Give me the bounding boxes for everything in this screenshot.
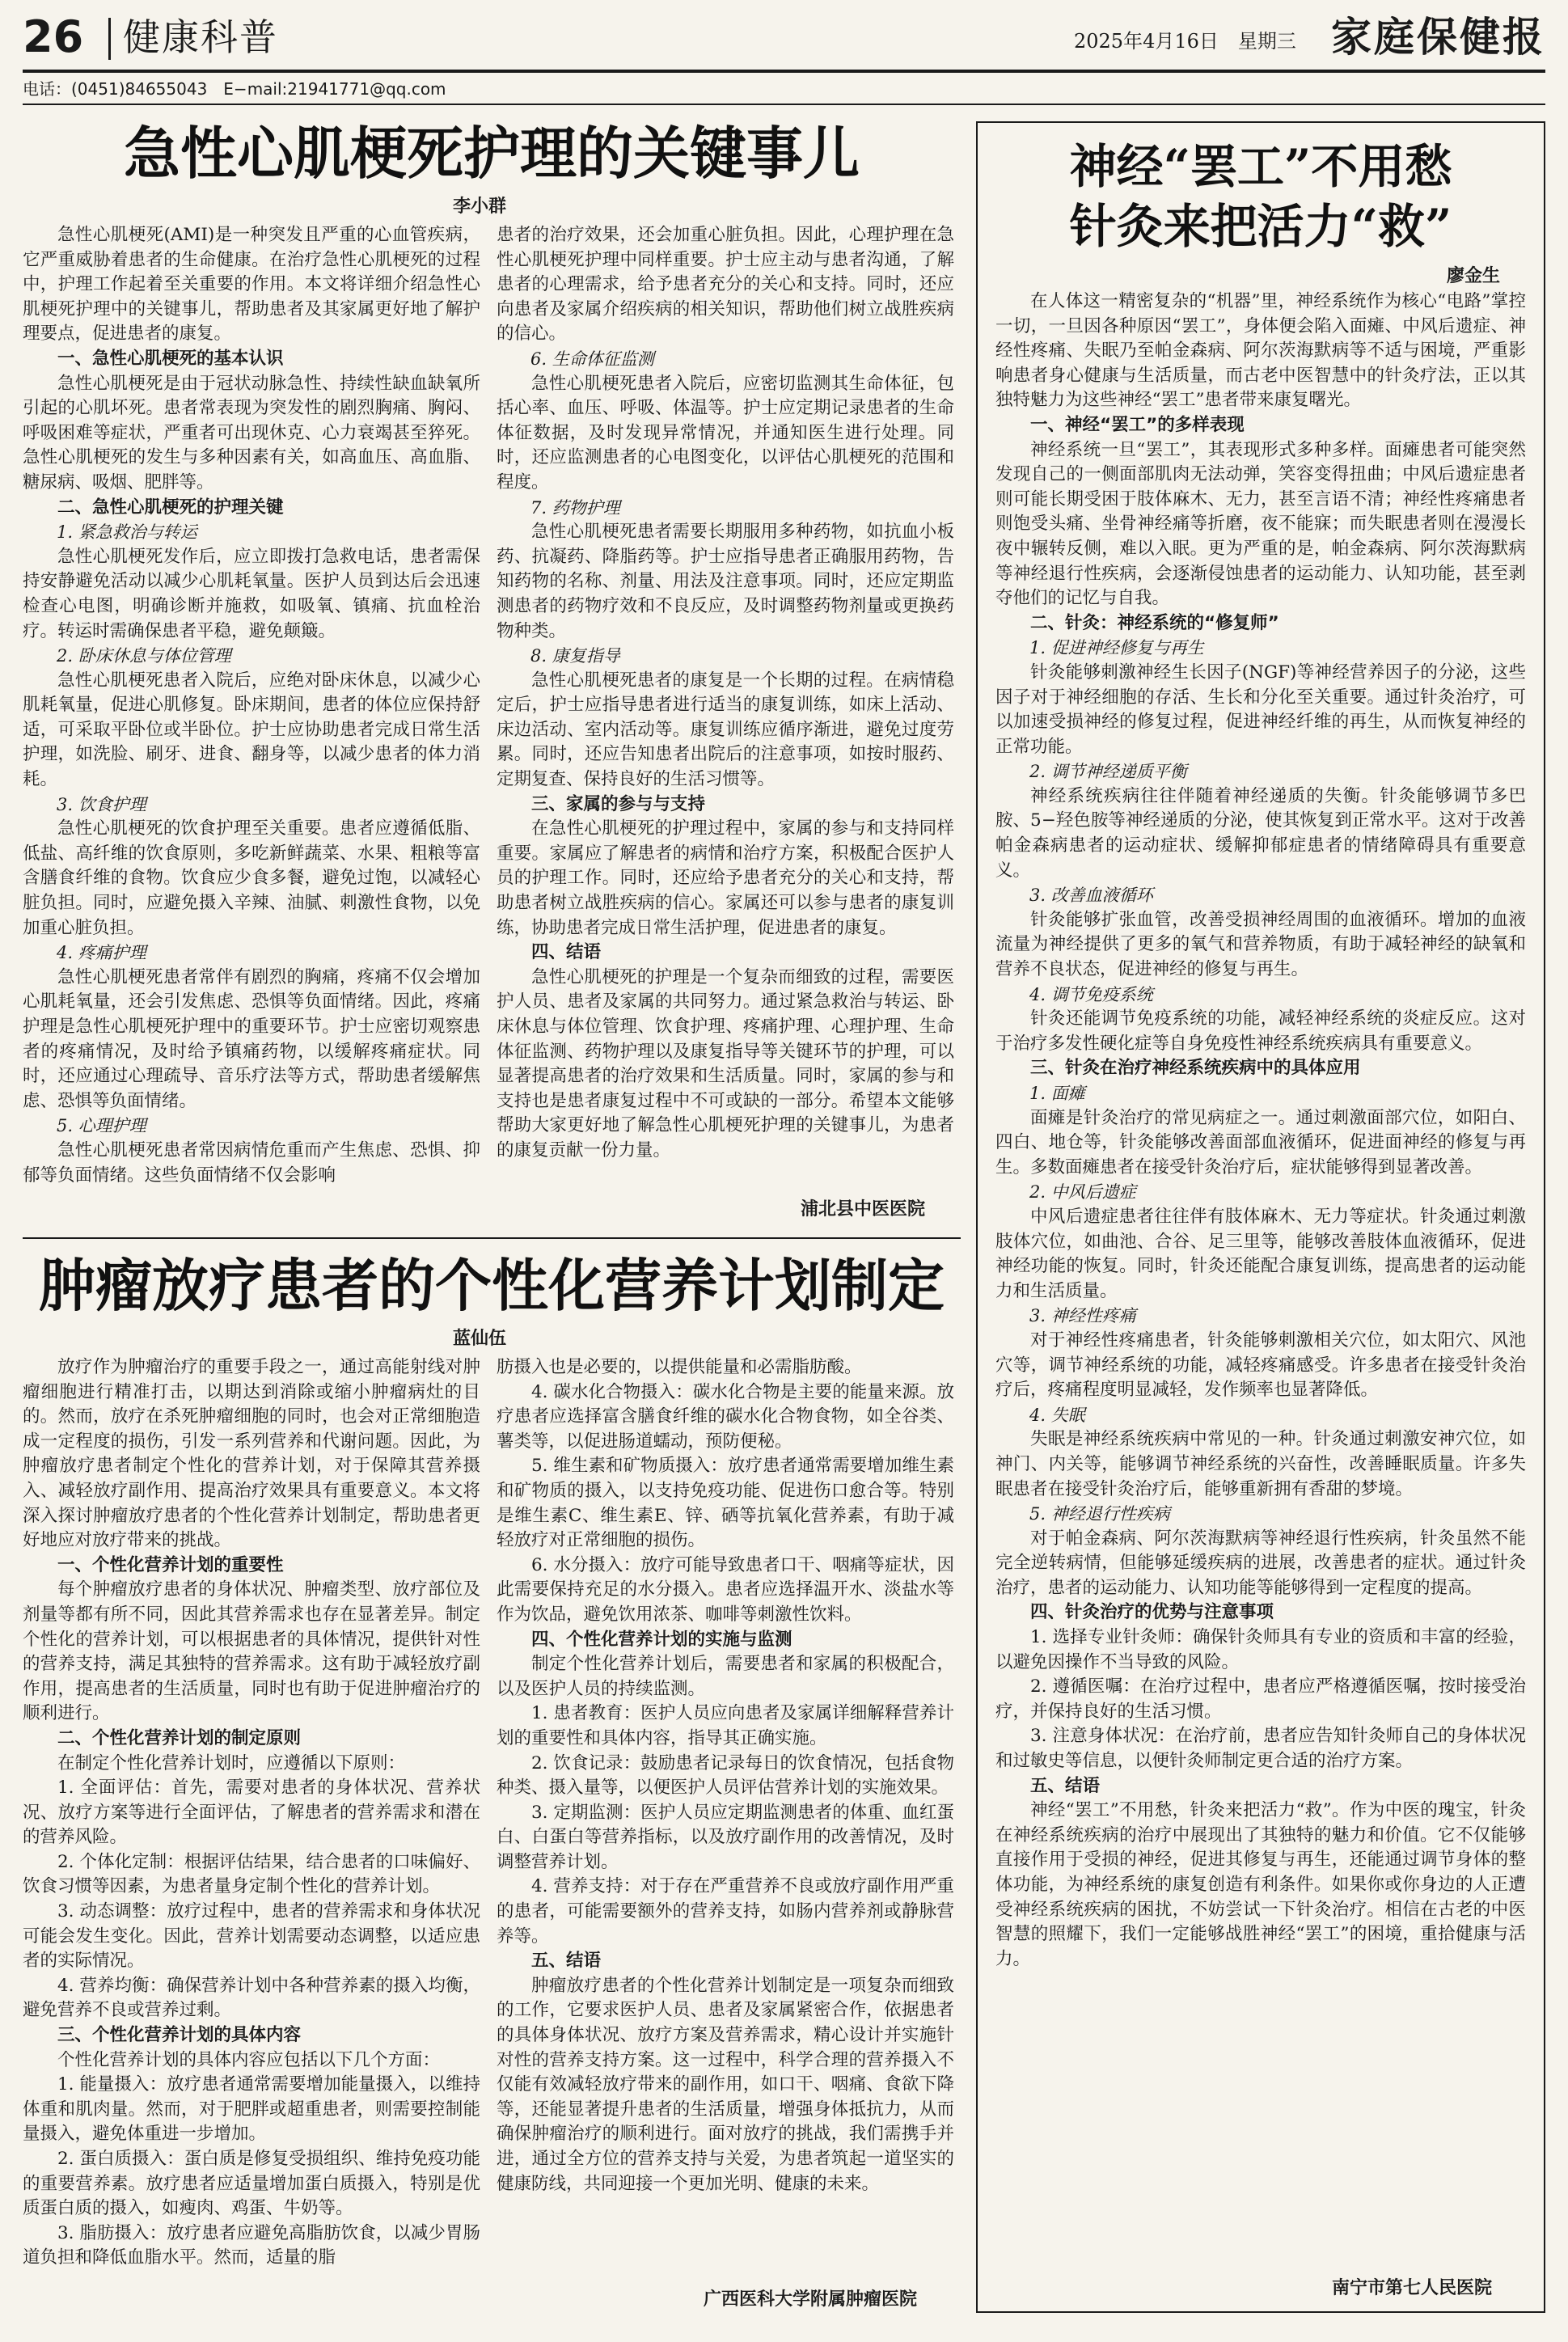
section-heading: 一、神经“罢工”的多样表现 (1030, 414, 1245, 435)
body-paragraph: 针灸能够扩张血管，改善受损神经周围的血液循环。增加的血液流量为神经提供了更多的氧气和营养物质，有助于减轻神经的缺氧和营养不良状态，促进神经的修复与再生。 (995, 909, 1526, 980)
body-paragraph: 在急性心肌梗死的护理过程中，家属的参与和支持同样重要。家属应了解患者的病情和治疗方案，积极配合医护人员的护理工作。同时，还应给予患者充分的关心和支持，帮助患者树立战胜疾病的信心。家属还可以参与患者的康复训练，协助患者完成日常生活护理，促进患者的康复。 (497, 818, 954, 938)
article-affiliation: 南宁市第七人民医院 (1332, 2278, 1493, 2298)
article-title-line2: 针灸来把活力“救” (1069, 199, 1452, 254)
subsection-heading: 3. 改善血液循环 (1029, 886, 1153, 906)
section-heading: 四、针灸治疗的优势与注意事项 (1030, 1602, 1274, 1623)
subsection-heading: 5. 心理护理 (57, 1116, 146, 1136)
body-paragraph: 6. 水分摄入：放疗可能导致患者口干、咽痛等症状，因此需要保持充足的水分摄入。患者应选择温开水、淡盐水等作为饮品，避免饮用浓茶、咖啡等刺激性饮料。 (497, 1554, 954, 1625)
article-title-line1: 神经“罢工”不用愁 (1069, 139, 1452, 194)
body-paragraph: 患者的治疗效果，还会加重心脏负担。因此，心理护理在急性心肌梗死护理中同样重要。护士应主动与患者沟通，了解患者的心理需求，给予患者充分的关心和支持。同时，还应向患者及家属介绍疾病的相关知识，帮助他们树立战胜疾病的信心。 (497, 225, 954, 345)
body-paragraph: 在人体这一精密复杂的“机器”里，神经系统作为核心“电路”掌控一切，一旦因各种原因“罢工”，身体便会陷入面瘫、中风后遗症、神经性疼痛、失眠乃至帕金森病、阿尔茨海默病等不适与困境，严重影响患者身心健康与生活质量，而古老中医智慧中的针灸疗法，正以其独特魅力为这些神经“罢工”患者带来康复曙光。 (995, 291, 1526, 411)
subsection-heading: 2. 卧床休息与体位管理 (57, 646, 231, 666)
masthead-rule (23, 70, 1545, 73)
body-paragraph: 急性心肌梗死是由于冠状动脉急性、持续性缺血缺氧所引起的心肌坏死。患者常表现为突发性的剧烈胸痛、胸闷、呼吸困难等症状，严重者可出现休克、心力衰竭甚至猝死。急性心肌梗死的发生与多种因素有关，如高血压、高血脂、糖尿病、吸烟、肥胖等。 (23, 373, 480, 492)
subsection-heading: 1. 促进神经修复与再生 (1029, 638, 1204, 658)
page-number: 26 (23, 11, 84, 62)
section-heading: 五、结语 (1030, 1775, 1101, 1796)
article-author: 李小群 (453, 197, 507, 217)
body-paragraph: 3. 脂肪摄入：放疗患者应避免高脂肪饮食，以减少胃肠道负担和降低血脂水平。然而，适量的脂 (23, 2222, 480, 2268)
article-column (23, 1355, 480, 2318)
body-paragraph: 急性心肌梗死患者需要长期服用多种药物，如抗血小板药、抗凝药、降脂药等。护士应指导患者正确服用药物，告知药物的名称、剂量、用法及注意事项。同时，还应定期监测患者的药物疗效和不良反应，及时调整药物剂量或更换药物种类。 (497, 522, 954, 641)
article-title: 肿瘤放疗患者的个性化营养计划制定 (39, 1252, 945, 1319)
body-paragraph: 急性心肌梗死的饮食护理至关重要。患者应遵循低脂、低盐、高纤维的饮食原则，多吃新鲜蔬菜、水果、粗粮等富含膳食纤维的食物。饮食应少食多餐，避免过饱，以减轻心脏负担。同时，应避免摄入辛辣、油腻、刺激性食物，以免加重心脏负担。 (23, 818, 480, 938)
newspaper-name: 家庭保健报 (1331, 13, 1545, 61)
body-paragraph: 3. 注意身体状况：在治疗前，患者应告知针灸师自己的身体状况和过敏史等信息，以便针灸师制定更合适的治疗方案。 (995, 1726, 1526, 1772)
body-paragraph: 3. 定期监测：医护人员应定期监测患者的体重、血红蛋白、白蛋白等营养指标，以及放疗副作用的改善情况，及时调整营养计划。 (497, 1802, 954, 1872)
section-heading: 四、结语 (531, 942, 602, 963)
body-paragraph: 急性心肌梗死(AMI)是一种突发且严重的心血管疾病，它严重威胁着患者的生命健康。在治疗急性心肌梗死的过程中，护理工作起着至关重要的作用。本文将详细介绍急性心肌梗死护理中的关键事儿，帮助患者及其家属更好地了解护理要点，促进患者的康复。 (23, 225, 480, 345)
article-column (995, 290, 1526, 2263)
subsection-heading: 4. 疼痛护理 (57, 943, 146, 963)
body-paragraph: 1. 全面评估：首先，需要对患者的身体状况、营养状况、放疗方案等进行全面评估，了解患者的营养需求和潜在的营养风险。 (23, 1778, 480, 1848)
body-paragraph: 急性心肌梗死患者入院后，应绝对卧床休息，以减少心肌耗氧量，促进心肌修复。卧床期间，患者的体位应保持舒适，可采取平卧位或半卧位。护士应协助患者完成日常生活护理，如洗脸、刷牙、进食、翻身等，以减少患者的体力消耗。 (23, 670, 480, 790)
section-heading: 五、结语 (531, 1951, 602, 1972)
section-name: 健康科普 (123, 15, 278, 59)
section-heading: 三、家属的参与与支持 (531, 793, 706, 814)
body-paragraph: 4. 营养均衡：确保营养计划中各种营养素的摄入均衡，避免营养不良或营养过剩。 (23, 1975, 480, 2021)
article-author: 蓝仙伍 (453, 1329, 507, 1349)
body-paragraph: 神经系统疾病往往伴随着神经递质的失衡。针灸能够调节多巴胺、5−羟色胺等神经递质的分泌，使其恢复到正常水平。这对于改善帕金森病患者的运动症状、缓解抑郁症患者的情绪障碍具有重要意义。 (995, 785, 1526, 881)
article-affiliation: 浦北县中医医院 (801, 1199, 926, 1220)
article-column (497, 1355, 954, 2269)
subsection-heading: 7. 药物护理 (530, 497, 620, 518)
article-column (23, 223, 480, 1226)
subsection-heading: 4. 失眠 (1029, 1405, 1085, 1425)
body-paragraph: 3. 动态调整：放疗过程中，患者的营养需求和身体状况可能会发生变化。因此，营养计划需要动态调整，以适应患者的实际情况。 (23, 1901, 480, 1972)
article-column (497, 223, 954, 1177)
section-heading: 三、个性化营养计划的具体内容 (57, 2025, 302, 2046)
body-paragraph: 急性心肌梗死患者入院后，应密切监测其生命体征，包括心率、血压、呼吸、体温等。护士应定期记录患者的生命体征数据，及时发现异常情况，并通知医生进行处理。同时，还应监测患者的心电图变化，以评估心肌梗死的范围和程度。 (497, 373, 954, 492)
body-paragraph: 急性心肌梗死的护理是一个复杂而细致的过程，需要医护人员、患者及家属的共同努力。通过紧急救治与转运、卧床休息与体位管理、饮食护理、疼痛护理、心理护理、生命体征监测、药物护理以及康复指导等关键环节的护理，可以显著提高患者的治疗效果和生活质量。同时，家属的参与和支持也是患者康复过程中不可或缺的一部分。希望本文能够帮助大家更好地了解急性心肌梗死护理的关键事儿，为患者的康复贡献一份力量。 (497, 966, 954, 1160)
body-paragraph: 肪摄入也是必要的，以提供能量和必需脂肪酸。 (497, 1357, 862, 1377)
section-heading: 一、急性心肌梗死的基本认识 (57, 348, 284, 369)
contact-rule (23, 104, 1545, 105)
section-heading: 四、个性化营养计划的实施与监测 (531, 1629, 792, 1650)
body-paragraph: 1. 选择专业针灸师：确保针灸师具有专业的资质和丰富的经验，以避免因操作不当导致的风险。 (995, 1627, 1526, 1672)
body-paragraph: 2. 个体化定制：根据评估结果，结合患者的口味偏好、饮食习惯等因素，为患者量身定制个性化的营养计划。 (23, 1851, 480, 1897)
body-paragraph: 神经“罢工”不用愁，针灸来把活力“救”。作为中医的瑰宝，针灸在神经系统疾病的治疗中展现出了其独特的魅力和价值。它不仅能够直接作用于受损的神经，促进其修复与再生，还能通过调节身体的整体功能，为神经系统的康复创造有利条件。如果你或你身边的人正遭受神经系统疾病的困扰，不妨尝试一下针灸治疗。相信在古老的中医智慧的照耀下，我们一定能够战胜神经“罢工”的困境，重拾健康与活力。 (995, 1800, 1526, 1969)
body-paragraph: 5. 维生素和矿物质摄入：放疗患者通常需要增加维生素和矿物质的摄入，以支持免疫功能、促进伤口愈合等。特别是维生素C、维生素E、锌、硒等抗氧化营养素，有助于减轻放疗对正常细胞的损伤。 (497, 1456, 954, 1551)
masthead-divider (108, 18, 111, 60)
subsection-heading: 4. 调节免疫系统 (1029, 984, 1153, 1004)
body-paragraph: 1. 能量摄入：放疗患者通常需要增加能量摄入，以维持体重和肌肉量。然而，对于肥胖或超重患者，则需要控制能量摄入，避免体重进一步增加。 (23, 2074, 480, 2145)
article-title: 急性心肌梗死护理的关键事儿 (124, 120, 860, 187)
body-paragraph: 制定个性化营养计划后，需要患者和家属的积极配合，以及医护人员的持续监测。 (497, 1654, 954, 1699)
article-affiliation: 广西医科大学附属肿瘤医院 (704, 2289, 918, 2310)
masthead (23, 11, 1545, 68)
body-paragraph: 中风后遗症患者往往伴有肢体麻木、无力等症状。针灸通过刺激肢体穴位，如曲池、合谷、足三里等，能够改善肢体血液循环，促进神经功能的恢复。同时，针灸还能配合康复训练，提高患者的运动能力和生活质量。 (995, 1206, 1526, 1301)
body-paragraph: 对于帕金森病、阿尔茨海默病等神经退行性疾病，针灸虽然不能完全逆转病情，但能够延缓疾病的进展，改善患者的症状。通过针灸治疗，患者的运动能力、认知功能等能够得到一定程度的提高。 (995, 1528, 1526, 1598)
body-paragraph: 2. 饮食记录：鼓励患者记录每日的饮食情况，包括食物种类、摄入量等，以便医护人员评估营养计划的实施效果。 (497, 1752, 954, 1799)
body-paragraph: 面瘫是针灸治疗的常见病症之一。通过刺激面部穴位，如阳白、四白、地仓等，针灸能够改善面部血液循环，促进面神经的修复与再生。多数面瘫患者在接受针灸治疗后，症状能够得到显著改善。 (995, 1107, 1526, 1177)
section-heading: 一、个性化营养计划的重要性 (57, 1554, 284, 1575)
body-paragraph: 神经系统一旦“罢工”，其表现形式多种多样。面瘫患者可能突然发现自己的一侧面部肌肉无法动弹，笑容变得扭曲；中风后遗症患者则可能长期受困于肢体麻木、无力，甚至言语不清；神经性疼痛患者则饱受头痛、坐骨神经痛等折磨，夜不能寐；而失眠患者则在漫漫长夜中辗转反侧，难以入眠。更为严重的是，帕金森病、阿尔茨海默病等神经退行性疾病，会逐渐侵蚀患者的运动能力、认知功能，甚至剥夺他们的记忆与自我。 (995, 439, 1526, 609)
article-acupuncture-box (976, 121, 1545, 2313)
subsection-heading: 8. 康复指导 (530, 646, 620, 666)
subsection-heading: 3. 饮食护理 (57, 794, 146, 814)
subsection-heading: 5. 神经退行性疾病 (1029, 1504, 1170, 1524)
body-paragraph: 针灸还能调节免疫系统的功能，减轻神经系统的炎症反应。这对于治疗多发性硬化症等自身免疫性神经系统疾病具有重要意义。 (995, 1008, 1526, 1054)
body-paragraph: 对于神经性疼痛患者，针灸能够刺激相关穴位，如太阳穴、风池穴等，调节神经系统的功能，减轻疼痛感受。许多患者在接受针灸治疗后，疼痛程度明显减轻，发作频率也显著降低。 (995, 1330, 1526, 1401)
section-heading: 二、急性心肌梗死的护理关键 (57, 497, 284, 518)
body-paragraph: 急性心肌梗死患者常因病情危重而产生焦虑、恐惧、抑郁等负面情绪。这些负面情绪不仅会影响 (23, 1139, 480, 1186)
body-paragraph: 4. 营养支持：对于存在严重营养不良或放疗副作用严重的患者，可能需要额外的营养支持，如肠内营养剂或静脉营养等。 (497, 1876, 954, 1947)
article-author: 廖金生 (1447, 266, 1501, 286)
body-paragraph: 2. 遵循医嘱：在治疗过程中，患者应严格遵循医嘱，按时接受治疗，并保持良好的生活习惯。 (995, 1676, 1526, 1722)
subsection-heading: 3. 神经性疼痛 (1029, 1306, 1136, 1326)
body-paragraph: 4. 碳水化合物摄入：碳水化合物是主要的能量来源。放疗患者应选择富含膳食纤维的碳水化合物食物，如全谷类、薯类等，以促进肠道蠕动，预防便秘。 (497, 1381, 954, 1452)
issue-date: 2025年4月16日 星期三 (1074, 30, 1296, 53)
body-paragraph: 急性心肌梗死患者的康复是一个长期的过程。在病情稳定后，护士应指导患者进行适当的康复训练，如床上活动、床边活动、室内活动等。康复训练应循序渐进，避免过度劳累。同时，还应告知患者出院后的注意事项，如按时服药、定期复查、保持良好的生活习惯等。 (497, 670, 954, 790)
section-heading: 三、针灸在治疗神经系统疾病中的具体应用 (1030, 1058, 1361, 1079)
subsection-heading: 6. 生命体征监测 (530, 349, 654, 369)
body-paragraph: 每个肿瘤放疗患者的身体状况、肿瘤类型、放疗部位及剂量等都有所不同，因此其营养需求也存在显著差异。制定个性化的营养计划，可以根据患者的具体情况，提供针对性的营养支持，满足其独特的营养需求。这有助于减轻放疗副作用，提高患者的生活质量，同时也有助于促进肿瘤治疗的顺利进行。 (23, 1579, 480, 1724)
body-paragraph: 2. 蛋白质摄入：蛋白质是修复受损组织、维持免疫功能的重要营养素。放疗患者应适量增加蛋白质摄入，特别是优质蛋白质的摄入，如瘦肉、鸡蛋、牛奶等。 (23, 2149, 480, 2219)
article-separator (23, 1237, 961, 1239)
subsection-heading: 2. 中风后遗症 (1029, 1182, 1136, 1203)
body-paragraph: 个性化营养计划的具体内容应包括以下几个方面： (57, 2049, 441, 2070)
subsection-heading: 1. 紧急救治与转运 (57, 522, 197, 543)
body-paragraph: 放疗作为肿瘤治疗的重要手段之一，通过高能射线对肿瘤细胞进行精准打击，以期达到消除或缩小肿瘤病灶的目的。然而，放疗在杀死肿瘤细胞的同时，也会对正常细胞造成一定程度的损伤，引发一系列营养和代谢问题。因此，为肿瘤放疗患者制定个性化的营养计划，对于保障其营养摄入、减轻放疗副作用、提高治疗效果具有重要意义。本文将深入探讨肿瘤放疗患者的个性化营养计划制定，帮助患者更好地应对放疗带来的挑战。 (23, 1357, 480, 1551)
body-paragraph: 在制定个性化营养计划时，应遵循以下原则： (57, 1752, 406, 1773)
body-paragraph: 针灸能够刺激神经生长因子(NGF)等神经营养因子的分泌，这些因子对于神经细胞的存活、生长和分化至关重要。通过针灸治疗，可以加速受损神经的修复过程，促进神经纤维的再生，从而恢复神经的正常功能。 (995, 662, 1526, 757)
body-paragraph: 1. 患者教育：医护人员应向患者及家属详细解释营养计划的重要性和具体内容，指导其正确实施。 (497, 1703, 954, 1748)
body-paragraph: 急性心肌梗死患者常伴有剧烈的胸痛，疼痛不仅会增加心肌耗氧量，还会引发焦虑、恐惧等负面情绪。因此，疼痛护理是急性心肌梗死护理中的重要环节。护士应密切观察患者的疼痛情况，及时给予镇痛药物，以缓解疼痛症状。同时，还应通过心理疏导、音乐疗法等方式，帮助患者缓解焦虑、恐惧等负面情绪。 (23, 966, 480, 1111)
subsection-heading: 1. 面瘫 (1029, 1084, 1085, 1103)
section-heading: 二、个性化营养计划的制定原则 (57, 1727, 302, 1748)
body-paragraph: 失眠是神经系统疾病中常见的一种。针灸通过刺激安神穴位，如神门、内关等，能够调节神经系统的兴奋性，改善睡眠质量。许多失眠患者在接受针灸治疗后，能够重新拥有香甜的梦境。 (995, 1429, 1526, 1499)
body-paragraph: 肿瘤放疗患者的个性化营养计划制定是一项复杂而细致的工作，它要求医护人员、患者及家属紧密合作，依据患者的具体身体状况、放疗方案及营养需求，精心设计并实施针对性的营养支持方案。这一过程中，科学合理的营养摄入不仅能有效减轻放疗带来的副作用，如口干、咽痛、食欲下降等，还能显著提升患者的生活质量，增强身体抵抗力，从而确保肿瘤治疗的顺利进行。面对放疗的挑战，我们需携手并进，通过全方位的营养支持与关爱，为患者筑起一道坚实的健康防线，共同迎接一个更加光明、健康的未来。 (497, 1975, 954, 2194)
section-heading: 二、针灸：神经系统的“修复师” (1030, 612, 1279, 633)
subsection-heading: 2. 调节神经递质平衡 (1029, 762, 1187, 782)
contact-line: 电话：(0451)84655043 E−mail:21941771@qq.com (23, 79, 446, 99)
body-paragraph: 急性心肌梗死发作后，应立即拨打急救电话，患者需保持安静避免活动以减少心肌耗氧量。医护人员到达后会迅速检查心电图，明确诊断并施救，如吸氧、镇痛、抗血栓治疗。转运时需确保患者平稳，避免颠簸。 (23, 546, 480, 641)
